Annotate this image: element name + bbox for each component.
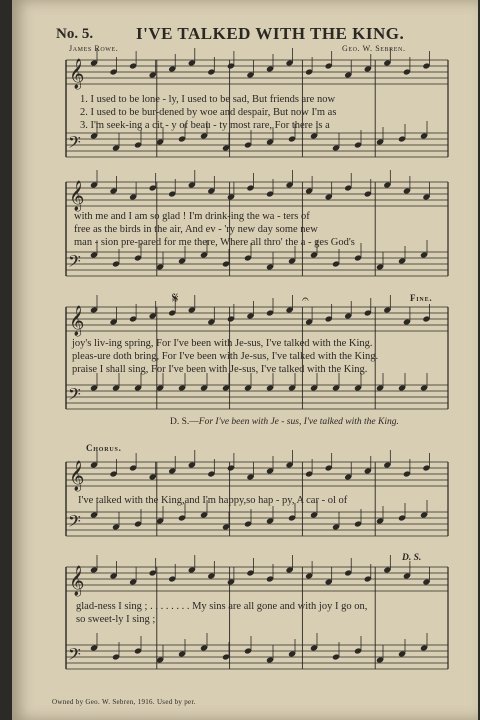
lyric-line: man - sion pre-pared for me there, Where all thro' the a - ges God's: [74, 237, 355, 248]
lyrics-system-5: [76, 600, 367, 626]
hymn-number: No. 5.: [56, 26, 94, 42]
lyric-line: glad-ness I sing ; . . . . . . . . My sins are all gone and with joy I go on,: [76, 601, 368, 612]
system-5-bass-clef-icon: 𝄢: [68, 644, 81, 668]
system-3-treble-clef-icon: 𝄞: [69, 306, 85, 336]
lyric-line: praise I shall sing, For I've been with Je-sus, I've talked with the King.: [72, 364, 368, 375]
lyric-line: with me and I am so glad ! I'm drink-ing the wa - ters of: [74, 211, 310, 222]
system-1-treble-clef-icon: 𝄞: [69, 59, 85, 89]
system-2-treble-clef-icon: 𝄞: [69, 181, 85, 211]
lyric-line: so sweet-ly I sing ;: [76, 614, 156, 625]
ds-instruction: [170, 417, 399, 427]
system-3-bass-clef-icon: 𝄢: [68, 384, 81, 408]
copyright-footer: Owned by Geo. W. Sebren, 1916. Used by per.: [52, 698, 196, 706]
lyric-line: joy's liv-ing spring, For I've been with Je-sus, I've talked with the King.: [72, 338, 373, 349]
lyric-line: I've talked with the King,and I'm happy,so hap - py, A car - ol of: [78, 495, 348, 506]
composer-credit: Geo. W. Sebren.: [342, 44, 406, 53]
system-2-bass-clef-icon: 𝄢: [68, 251, 81, 275]
lyric-line: 1. I used to be lone - ly, I used to be sad, But friends are now: [80, 94, 336, 105]
lyric-line: 2. I used to be bur-dened by woe and despair, But now I'm as: [80, 107, 337, 118]
fermata-mark: 𝄐: [302, 292, 309, 306]
system-4-treble-clef-icon: 𝄞: [69, 461, 85, 491]
lyric-line: 3. I'm seek-ing a cit - y of beau - ty most rare, For there is a: [80, 120, 330, 131]
lyric-line: free as the birds in the air, And ev - 'ry new day some new: [74, 224, 318, 235]
system-1-bass-clef-icon: 𝄢: [68, 132, 81, 156]
hymn-page: [12, 0, 478, 720]
lyrics-system-2: [74, 210, 355, 249]
fine-mark: Fine.: [410, 293, 433, 303]
lyrics-system-3: [72, 337, 378, 376]
system-4-bass-clef-icon: 𝄢: [68, 511, 81, 535]
ds-mark: D. S.: [402, 553, 422, 563]
chorus-label: Chorus.: [86, 443, 122, 453]
ds-label: D. S.—: [170, 417, 199, 427]
lyric-line: pleas-ure doth bring, For I've been with Je-sus, I've talked with the King.: [72, 351, 379, 362]
system-5-treble-clef-icon: 𝄞: [69, 566, 85, 596]
lyrics-system-1: [80, 93, 336, 132]
segno-sign: 𝄋: [172, 291, 179, 307]
ds-text: For I've been with Je - sus, I've talked with the King.: [198, 417, 399, 427]
lyricist-credit: James Rowe.: [69, 44, 119, 53]
lyrics-system-4: [78, 494, 347, 507]
hymn-title: I'VE TALKED WITH THE KING.: [136, 24, 405, 43]
